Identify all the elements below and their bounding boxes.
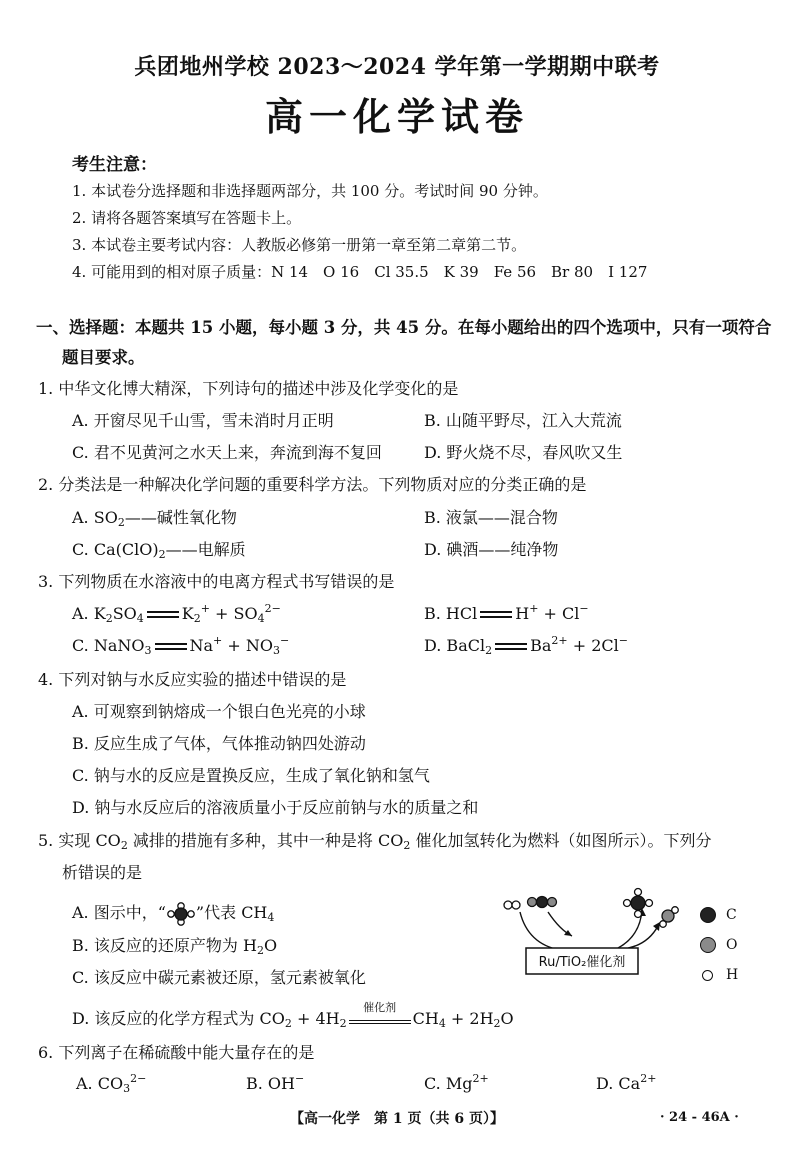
notice-item: 3. 本试卷主要考试内容：人教版必修第一册第一章至第二章第二节。 bbox=[72, 236, 527, 254]
notice-item: 2. 请将各题答案填写在答题卡上。 bbox=[72, 209, 302, 227]
section-heading: 一、选择题：本题共 15 小题，每小题 3 分，共 45 分。在每小题给出的四个选项中，只有一项符合 bbox=[36, 318, 772, 337]
hydrogen-atom-icon bbox=[702, 970, 713, 981]
question-5-option-d: D. 该反应的化学方程式为 $CO_2 + 4H_2$ 催化剂 $CH_4 + 2H_2O$ bbox=[72, 1000, 514, 1030]
question-6-option-c: C. $Mg^{2+}$ bbox=[424, 1072, 489, 1093]
equals-sign bbox=[480, 611, 512, 618]
question-4-option-d: D. 钠与水反应后的溶液质量小于反应前钠与水的质量之和 bbox=[72, 798, 479, 817]
equals-sign bbox=[155, 643, 187, 650]
question-4-option-c: C. 钠与水的反应是置换反应，生成了氧化钠和氢气 bbox=[72, 766, 430, 785]
equals-sign bbox=[147, 611, 179, 618]
school-line: 兵团地州学校 2023～2024 学年第一学期期中联考 bbox=[134, 54, 660, 80]
question-1-option-d: D. 野火烧不尽，春风吹又生 bbox=[424, 443, 623, 462]
oxygen-atom-icon bbox=[700, 937, 716, 953]
question-2-option-a: A. $SO_2——$碱性氧化物 bbox=[72, 508, 237, 529]
water-molecule-icon bbox=[660, 907, 679, 928]
page-title: 高一化学试卷 bbox=[264, 94, 529, 139]
question-5-stem: 5. 实现 $CO_2$ 减排的措施有多种，其中一种是将 $CO_2$ 催化加氢转化为燃料（如图所示）。下列分 bbox=[38, 831, 712, 852]
question-5-stem-cont: 析错误的是 bbox=[62, 863, 143, 882]
notice-item: 4. 可能用到的相对原子质量：N 14 O 16 Cl 35.5 K 39 Fe 56 Br 80 I 127 bbox=[72, 263, 648, 281]
reactant-arrow bbox=[520, 912, 560, 950]
catalysis-diagram bbox=[498, 886, 688, 981]
question-1-option-b: B. 山随平野尽，江入大荒流 bbox=[424, 411, 622, 430]
equals-sign bbox=[495, 643, 527, 650]
question-2-option-d: D. 碘酒——纯净物 bbox=[424, 540, 559, 559]
exam-code: · 24 - 46A · bbox=[660, 1110, 739, 1125]
question-3-stem: 3. 下列物质在水溶液中的电离方程式书写错误的是 bbox=[38, 572, 395, 591]
catalyst-label: Ru/TiO₂催化剂 bbox=[538, 955, 626, 970]
question-5-option-a: A. 图示中，“ ”代表 $CH_4$ bbox=[72, 903, 275, 924]
methane-molecule-icon bbox=[167, 902, 195, 926]
question-1-option-c: C. 君不见黄河之水天上来，奔流到海不复回 bbox=[72, 443, 382, 462]
question-4-option-b: B. 反应生成了气体，气体推动钠四处游动 bbox=[72, 734, 366, 753]
notice-heading: 考生注意： bbox=[72, 155, 157, 175]
question-2-option-c: C. $Ca(ClO)_2——$电解质 bbox=[72, 540, 246, 561]
legend-label: C bbox=[726, 907, 737, 923]
question-6-option-d: D. $Ca^{2+}$ bbox=[596, 1072, 657, 1093]
legend-item-carbon bbox=[700, 900, 738, 930]
question-3-option-a: A. $K_2SO_4$ $K_2^+ + SO_4^{2-}$ bbox=[72, 602, 281, 625]
question-3-option-b: B. HCl H+ + Cl− bbox=[424, 602, 589, 623]
methane-molecule-icon bbox=[624, 889, 653, 918]
question-5-option-b: B. 该反应的还原产物为 $H_2O$ bbox=[72, 936, 278, 957]
question-5-option-c: C. 该反应中碳元素被还原，氢元素被氧化 bbox=[72, 968, 366, 987]
hydrogen-molecule-icon bbox=[504, 901, 520, 909]
legend-label: H bbox=[726, 967, 739, 983]
legend-item-hydrogen bbox=[700, 960, 738, 990]
question-6-option-b: B. OH− bbox=[246, 1072, 305, 1093]
carbon-dioxide-molecule-icon bbox=[528, 897, 557, 908]
page-footer: 【高一化学 第 1 页（共 6 页）】 bbox=[290, 1111, 504, 1127]
atom-legend bbox=[700, 900, 738, 990]
legend-label: O bbox=[726, 937, 738, 953]
reaction-condition-arrow: 催化剂 bbox=[349, 1010, 411, 1030]
carbon-atom-icon bbox=[700, 907, 716, 923]
section-heading-cont: 题目要求。 bbox=[62, 348, 145, 367]
question-6-stem: 6. 下列离子在稀硫酸中能大量存在的是 bbox=[38, 1043, 315, 1062]
question-1-stem: 1. 中华文化博大精深，下列诗句的描述中涉及化学变化的是 bbox=[38, 379, 459, 398]
question-2-option-b: B. 液氯——混合物 bbox=[424, 508, 558, 527]
question-4-stem: 4. 下列对钠与水反应实验的描述中错误的是 bbox=[38, 670, 347, 689]
question-4-option-a: A. 可观察到钠熔成一个银白色光亮的小球 bbox=[72, 702, 366, 721]
question-6-option-a: A. $CO_3^{2-}$ bbox=[76, 1072, 147, 1095]
legend-item-oxygen bbox=[700, 930, 738, 960]
question-3-option-d: D. BaCl$_2$ $Ba^{2+} + 2Cl^-$ bbox=[424, 634, 628, 657]
notice-item: 1. 本试卷分选择题和非选择题两部分，共 100 分。考试时间 90 分钟。 bbox=[72, 182, 548, 200]
question-3-option-c: C. NaNO$_3$ $Na^+ + NO_3^-$ bbox=[72, 634, 290, 657]
question-2-stem: 2. 分类法是一种解决化学问题的重要科学方法。下列物质对应的分类正确的是 bbox=[38, 475, 587, 494]
question-1-option-a: A. 开窗尽见千山雪，雪未消时月正明 bbox=[72, 411, 334, 430]
